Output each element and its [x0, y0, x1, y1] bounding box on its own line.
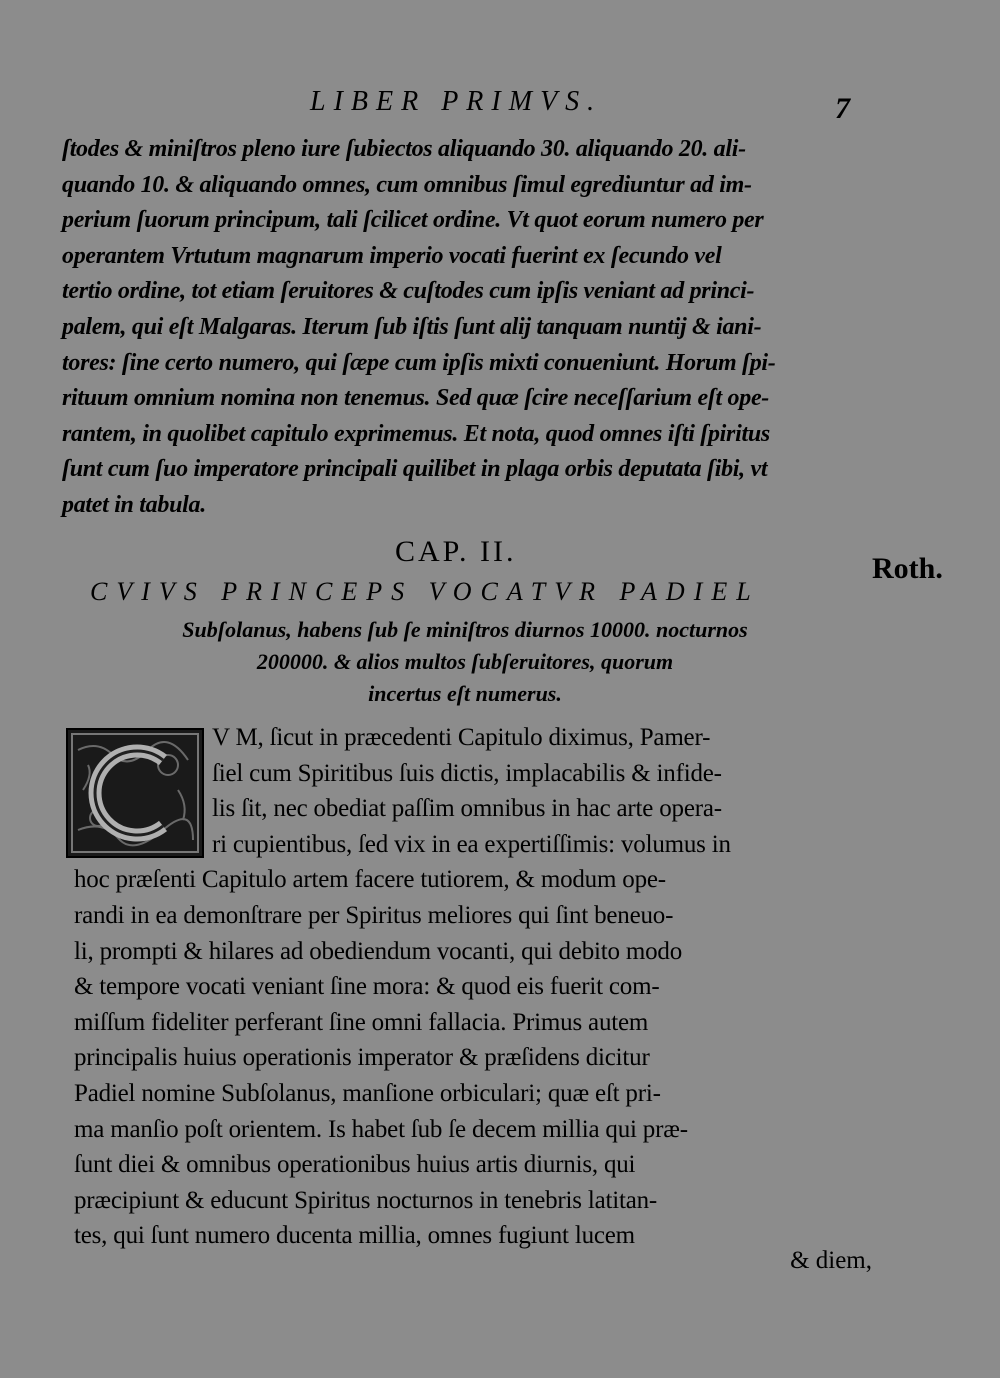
text-line: tertio ordine, tot etiam ſeruitores & cuſtodes cum ipſis veniant ad princi- [62, 278, 755, 305]
text-line: ri cupientibus, ſed vix in ea expertiſſimis: volumus in [212, 830, 731, 858]
text-line: operantem Vrtutum magnarum imperio vocati fuerint ex ſecundo vel [62, 242, 722, 269]
chapter-heading: CAP. II. [395, 535, 517, 568]
text-line: quando 10. & aliquando omnes, cum omnibus ſimul egrediuntur ad im- [62, 171, 752, 198]
margin-note: Roth. [872, 552, 943, 585]
text-line: rituum omnium nomina non tenemus. Sed quæ ſcire neceſſarium eſt ope- [62, 385, 769, 412]
catchword: & diem, [790, 1247, 872, 1274]
text-line: ma manſio poſt orientem. Is habet ſub ſe decem millia qui præ- [74, 1115, 688, 1143]
text-line: rantem, in quolibet capitulo exprimemus. Et nota, quod omnes iſti ſpiritus [62, 420, 770, 447]
page-header [0, 86, 1000, 126]
text-line: lis ſit, nec obediat paſſim omnibus in hac arte opera- [212, 795, 722, 823]
text-line: palem, qui eſt Malgaras. Iterum ſub iſtis ſunt alij tanquam nuntij & iani- [62, 313, 762, 340]
text-line: principalis huius operationis imperator & præſidens dicitur [74, 1044, 650, 1072]
text-line: tes, qui ſunt numero ducenta millia, omnes fugiunt lucem [74, 1222, 635, 1250]
text-line: li, prompti & hilares ad obediendum vocanti, qui debito modo [74, 937, 683, 965]
text-line: ſunt diei & omnibus operationibus huius artis diurnis, qui [74, 1151, 636, 1179]
summary-line: incertus eſt numerus. [368, 681, 562, 706]
running-head: LIBER PRIMVS. [310, 86, 603, 117]
text-line: V M, ſicut in præcedenti Capitulo diximus, Pamer- [212, 724, 711, 751]
text-line: perium ſuorum principum, tali ſcilicet ordine. Vt quot eorum numero per [62, 207, 764, 234]
text-line: tores: ſine certo numero, qui ſæpe cum ipſis mixti conueniunt. Horum ſpi- [62, 349, 776, 376]
text-line: Padiel nomine Subſolanus, manſione orbiculari; quæ eſt pri- [74, 1079, 661, 1107]
summary-line: Subſolanus, habens ſub ſe miniſtros diurnos 10000. nocturnos [182, 617, 748, 642]
chapter-subheading: CVIVS PRINCEPS VOCATVR PADIEL [90, 577, 760, 606]
text-line: randi in ea demonſtrare per Spiritus meliores qui ſint beneuo- [74, 901, 674, 929]
text-line: miſſum fideliter perferant ſine omni fallacia. Primus autem [74, 1008, 649, 1036]
text-line: ſiel cum Spiritibus ſuis dictis, implacabilis & infide- [212, 759, 722, 787]
text-line: & tempore vocati veniant ſine mora: & quod eis fuerit com- [74, 973, 660, 1001]
chapter-summary [100, 614, 830, 710]
text-line: ſtodes & miniſtros pleno iure ſubiectos aliquando 30. aliquando 20. ali- [62, 136, 746, 162]
body-paragraph [74, 720, 864, 1254]
page-number: 7 [835, 92, 850, 125]
text-line: patet in tabula. [62, 491, 206, 518]
text-line: ſunt cum ſuo imperatore principali quilibet in plaga orbis deputata ſibi, vt [62, 456, 768, 483]
italic-paragraph [62, 132, 872, 524]
summary-line: 200000. & alios multos ſubſeruitores, quorum [256, 649, 674, 674]
text-line: præcipiunt & educunt Spiritus nocturnos in tenebris latitan- [74, 1186, 658, 1214]
text-line: hoc præſenti Capitulo artem facere tutiorem, & modum ope- [74, 866, 666, 894]
